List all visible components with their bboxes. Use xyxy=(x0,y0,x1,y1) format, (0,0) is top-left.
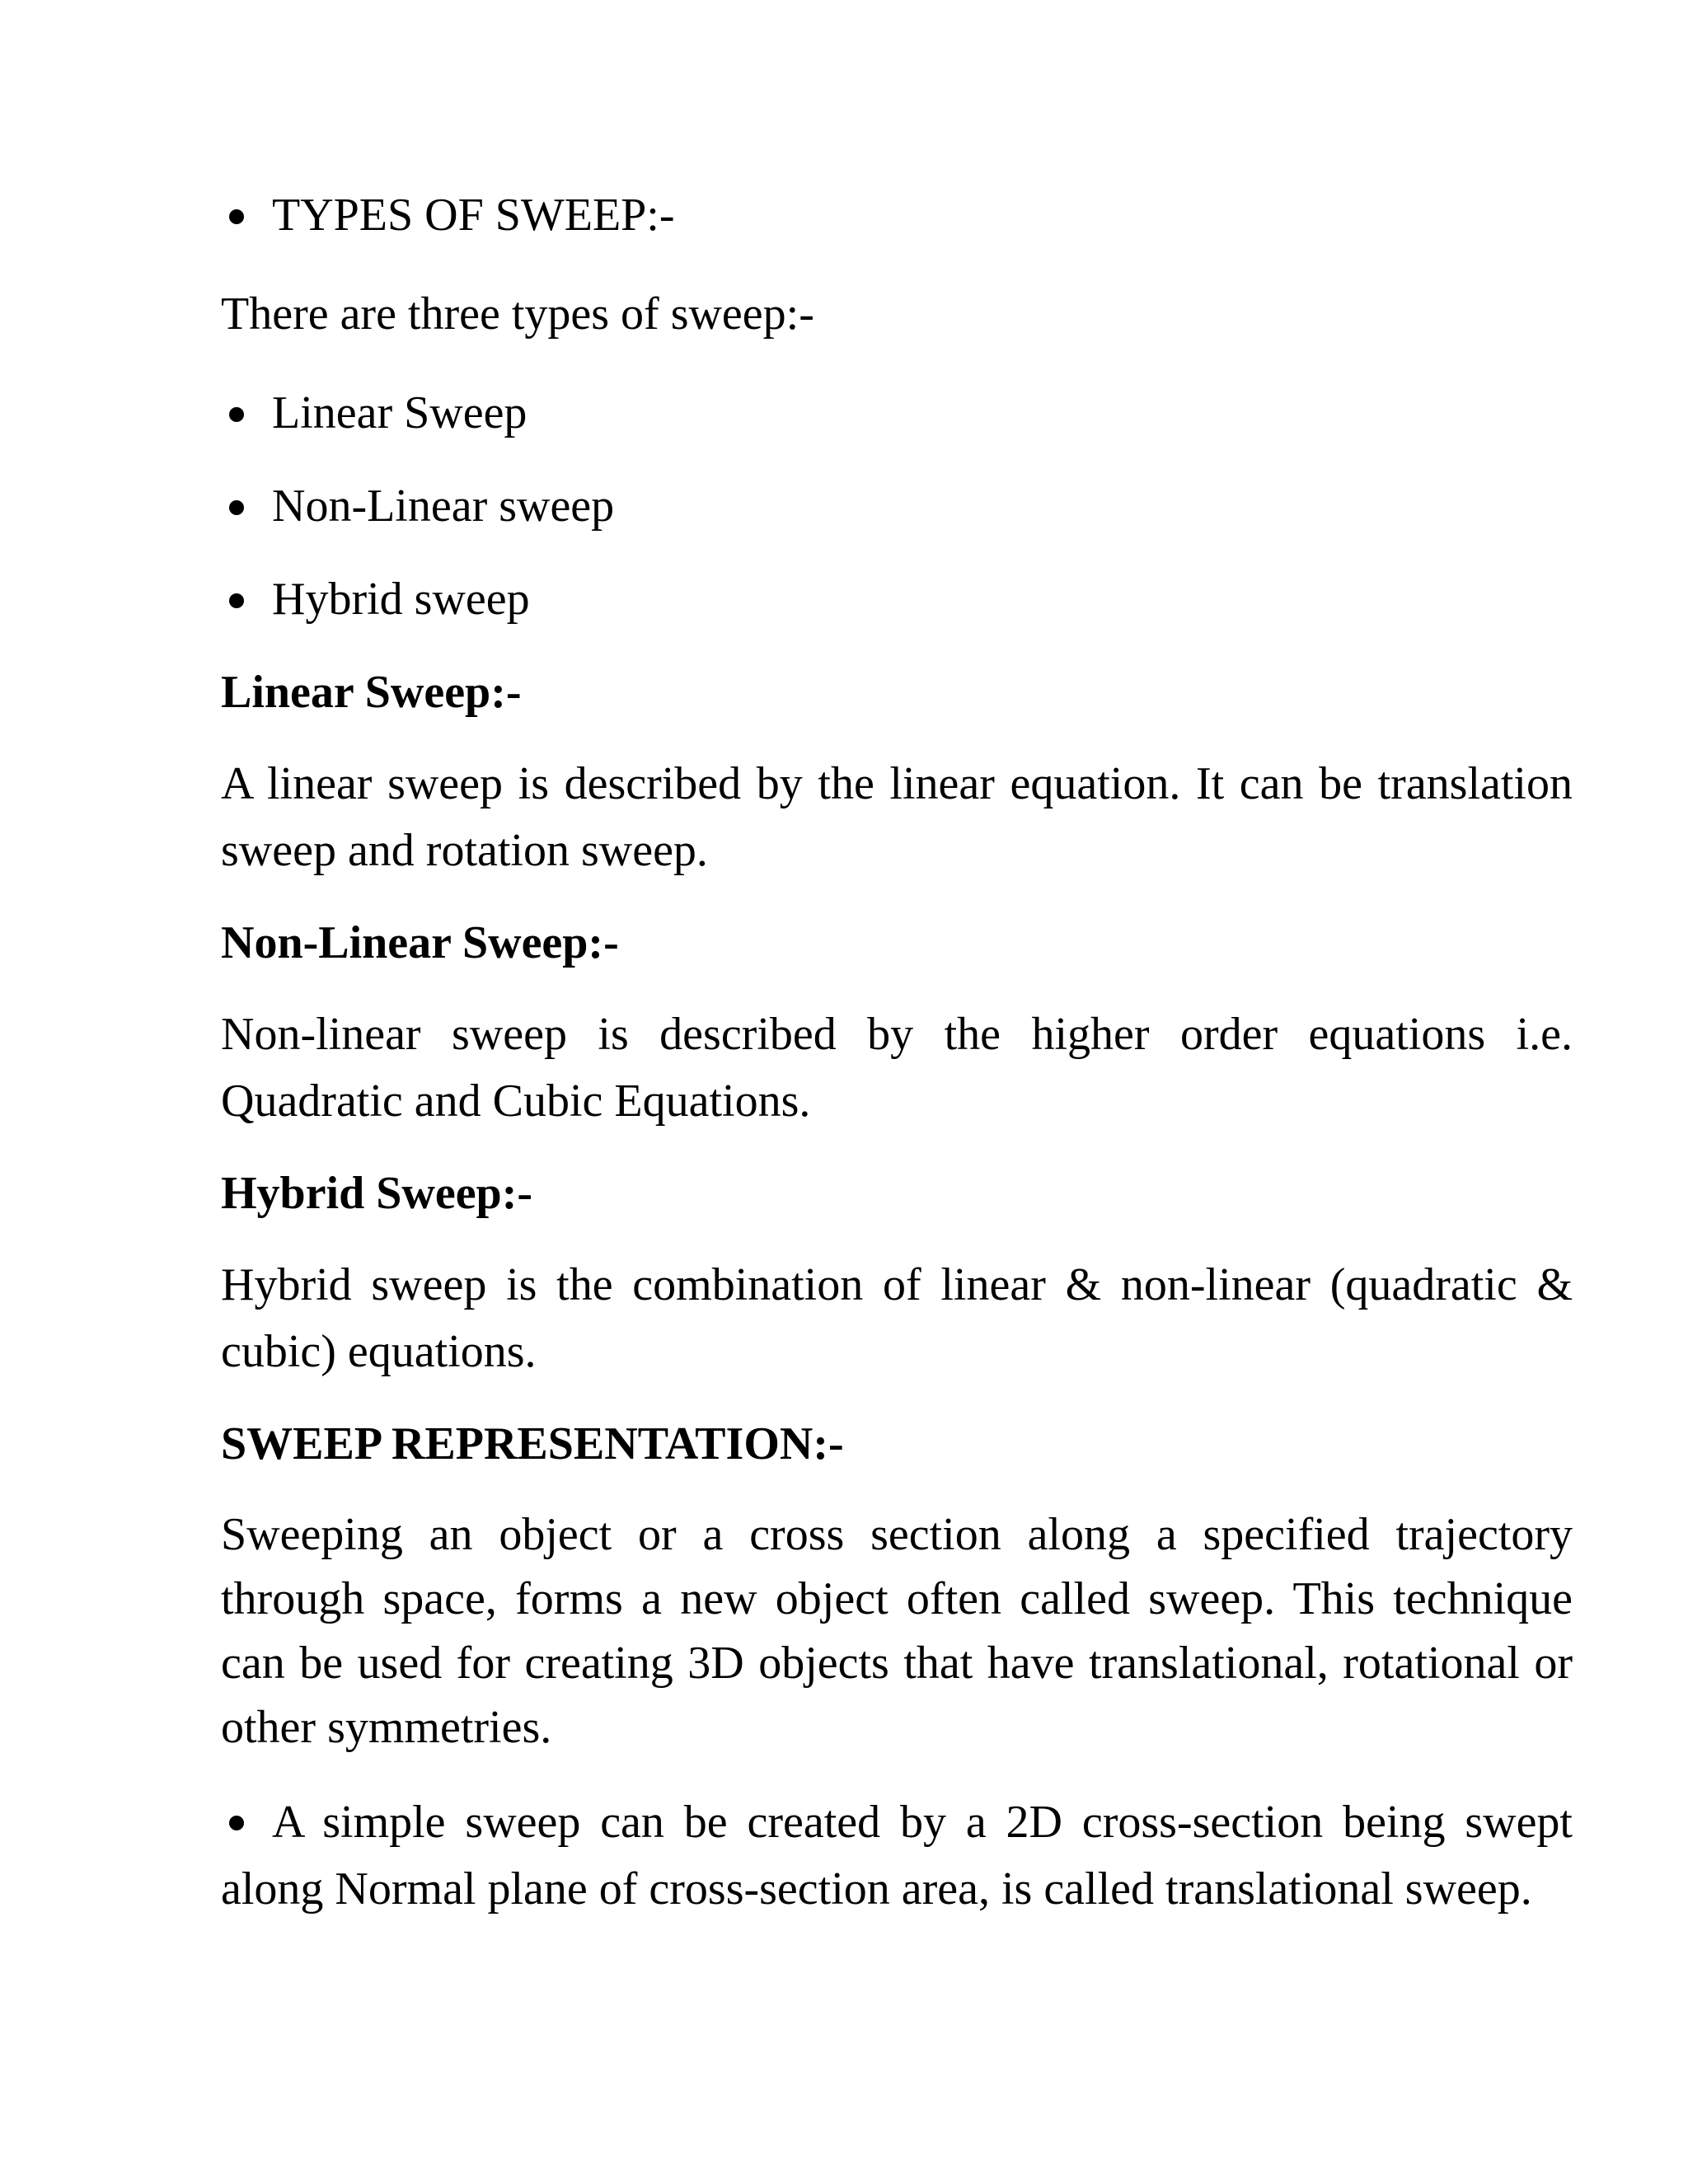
sweep-representation-heading: SWEEP REPRESENTATION:- xyxy=(221,1418,844,1469)
intro-text: There are three types of sweep:- xyxy=(221,288,814,340)
bullet-icon xyxy=(229,209,244,224)
bullet-icon xyxy=(229,1816,244,1830)
list-item xyxy=(221,479,1573,533)
translational-sweep-bullet xyxy=(221,1789,1573,1923)
list-item-text: Linear Sweep xyxy=(272,387,528,438)
list-item-text: Hybrid sweep xyxy=(272,574,530,625)
translational-sweep-text: A simple sweep can be created by a 2D cross-section being swept along Normal plane of cross-section area, is called translational sweep. xyxy=(221,1797,1573,1915)
nonlinear-sweep-text: Non-linear sweep is described by the higher order equations i.e. Quadratic and Cubic Equations. xyxy=(221,1009,1573,1127)
list-item-text: Non-Linear sweep xyxy=(272,480,615,532)
section-title-text: TYPES OF SWEEP:- xyxy=(272,190,675,241)
bullet-icon xyxy=(229,407,244,422)
hybrid-sweep-heading: Hybrid Sweep:- xyxy=(221,1168,532,1219)
bullet-icon xyxy=(229,593,244,608)
bullet-icon xyxy=(229,500,244,515)
sweep-representation-text: Sweeping an object or a cross section along a specified trajectory through space, forms a new object often called sweep. This technique can be used for creating 3D objects that have translational, rotational or other symmetries. xyxy=(221,1509,1573,1753)
list-item xyxy=(221,386,1573,440)
linear-sweep-text: A linear sweep is described by the linear equation. It can be translation sweep and rotation sweep. xyxy=(221,758,1573,876)
document-page xyxy=(221,188,1573,1923)
section-title xyxy=(221,188,1573,242)
nonlinear-sweep-heading: Non-Linear Sweep:- xyxy=(221,917,619,968)
linear-sweep-heading: Linear Sweep:- xyxy=(221,667,522,718)
list-item xyxy=(221,572,1573,626)
hybrid-sweep-text: Hybrid sweep is the combination of linear & non-linear (quadratic & cubic) equations. xyxy=(221,1259,1573,1377)
